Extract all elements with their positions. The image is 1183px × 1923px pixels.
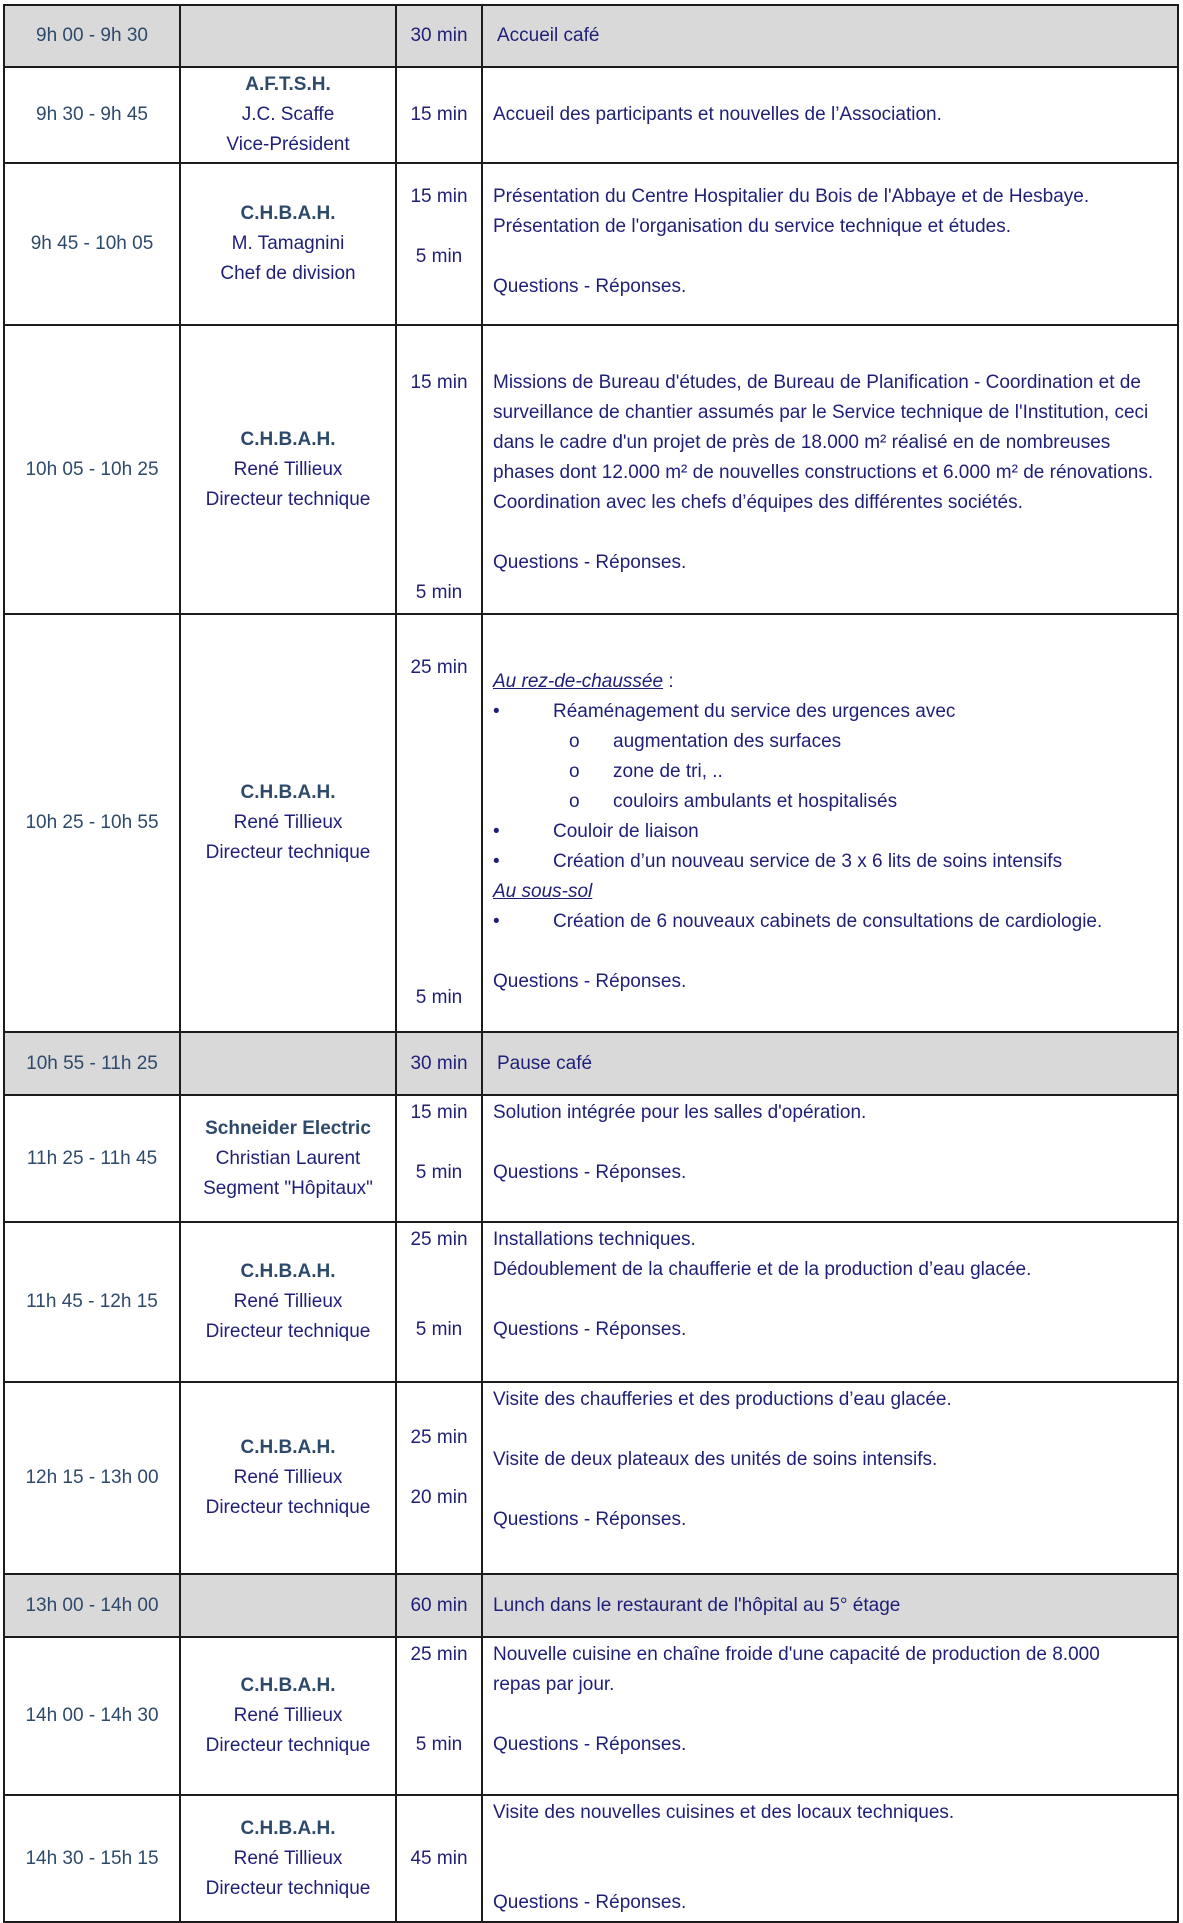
speaker-cell [180, 1032, 396, 1095]
speaker-org: C.H.B.A.H. [240, 1437, 336, 1458]
duration-cell [396, 1222, 482, 1382]
bullet-text: Création d’un nouveau service de 3 x 6 lits de soins intensifs [553, 851, 1063, 872]
duration-cell [396, 1095, 482, 1222]
description-line: Dédoublement de la chaufferie et de la production d’eau glacée. [493, 1259, 1032, 1280]
speaker-cell [180, 1095, 396, 1222]
description-cell: Accueil des participants et nouvelles de l’Association. [482, 67, 1178, 163]
description-line: Visite de deux plateaux des unités de soins intensifs. [493, 1449, 938, 1470]
bullet-text: Réaménagement du service des urgences avec [553, 701, 956, 722]
speaker-name: René Tillieux [233, 458, 343, 480]
table-row [4, 614, 1178, 1032]
table-row [4, 325, 1178, 614]
circle-bullet-icon: o [569, 791, 580, 812]
description-line: Visite des chaufferies et des productions d’eau glacée. [493, 1389, 952, 1410]
bullet-item [493, 697, 1169, 727]
table-row [4, 163, 1178, 325]
description-cell [482, 325, 1178, 614]
speaker-name: René Tillieux [233, 1467, 343, 1488]
speaker-role: Directeur technique [205, 1321, 371, 1342]
heading-ground-floor: Au rez-de-chaussée [493, 671, 664, 692]
speaker-name: M. Tamagnini [231, 233, 345, 254]
bullet-item [493, 817, 1169, 847]
duration-main: 25 min [410, 1427, 468, 1448]
section-heading [493, 667, 1169, 697]
questions-line: Questions - Réponses. [493, 971, 687, 992]
speaker-org: C.H.B.A.H. [240, 1817, 336, 1839]
time-cell: 9h 30 - 9h 45 [4, 67, 180, 163]
speaker-org: C.H.B.A.H. [240, 428, 336, 450]
heading-suffix: : [663, 671, 674, 692]
table-row [4, 1095, 1178, 1222]
speaker-name: J.C. Scaffe [241, 104, 335, 125]
duration-cell: 60 min [396, 1574, 482, 1637]
time-cell: 12h 15 - 13h 00 [4, 1382, 180, 1574]
duration-qa: 5 min [415, 1162, 463, 1183]
circle-bullet-icon: o [569, 731, 580, 752]
duration-qa: 5 min [415, 246, 463, 267]
speaker-cell [180, 325, 396, 614]
table-row [4, 1637, 1178, 1795]
duration-main: 25 min [410, 1644, 468, 1665]
bullet-icon: • [493, 821, 500, 842]
description-cell [482, 1382, 1178, 1574]
questions-line: Questions - Réponses. [493, 1319, 687, 1340]
speaker-name: Christian Laurent [215, 1147, 361, 1169]
questions-line: Questions - Réponses. [493, 1509, 687, 1530]
duration-cell [396, 1382, 482, 1574]
description-cell [482, 614, 1178, 1032]
description-line: Visite des nouvelles cuisines et des locaux techniques. [493, 1802, 955, 1823]
duration-main: 15 min [410, 1102, 468, 1123]
duration-cell [396, 163, 482, 325]
time-cell: 11h 45 - 12h 15 [4, 1222, 180, 1382]
speaker-role: Directeur technique [205, 1497, 371, 1518]
speaker-cell [180, 614, 396, 1032]
table-row [4, 1222, 1178, 1382]
speaker-role: Directeur technique [205, 842, 371, 863]
bullet-text: Couloir de liaison [553, 821, 699, 842]
duration-cell [396, 614, 482, 1032]
section-heading [493, 877, 1169, 907]
circle-bullet-icon: o [569, 761, 580, 782]
speaker-org: C.H.B.A.H. [240, 1675, 336, 1696]
speaker-name: René Tillieux [233, 1705, 343, 1726]
speaker-role: Vice-Président [226, 134, 350, 155]
speaker-org: C.H.B.A.H. [240, 203, 336, 224]
description-cell: Lunch dans le restaurant de l'hôpital au 5° étage [482, 1574, 1178, 1637]
description-line: Nouvelle cuisine en chaîne froide d'une capacité de production de 8.000 repas par jour. [493, 1644, 1100, 1695]
duration-qa: 5 min [415, 987, 463, 1008]
description-cell: Pause café [482, 1032, 1178, 1095]
speaker-cell [180, 1574, 396, 1637]
duration-main: 25 min [410, 657, 468, 678]
speaker-cell [180, 1795, 396, 1922]
duration-second: 20 min [410, 1487, 468, 1508]
table-row [4, 5, 1178, 67]
description-line: Coordination avec les chefs d’équipes des différentes sociétés. [493, 492, 1023, 513]
speaker-role: Directeur technique [205, 488, 371, 510]
duration-main: 25 min [410, 1229, 468, 1250]
time-cell: 10h 55 - 11h 25 [4, 1032, 180, 1095]
time-cell: 11h 25 - 11h 45 [4, 1095, 180, 1222]
bullet-text: Création de 6 nouveaux cabinets de consultations de cardiologie. [553, 911, 1103, 932]
duration-cell [396, 1637, 482, 1795]
table-row [4, 1382, 1178, 1574]
duration-cell [396, 325, 482, 614]
questions-line: Questions - Réponses. [493, 552, 687, 573]
description-cell [482, 1795, 1178, 1922]
bullet-icon: • [493, 911, 500, 932]
speaker-cell [180, 163, 396, 325]
speaker-cell [180, 1382, 396, 1574]
duration-qa: 5 min [415, 582, 463, 603]
duration-cell: 45 min [396, 1795, 482, 1922]
speaker-role: Directeur technique [205, 1735, 371, 1756]
time-cell: 14h 30 - 15h 15 [4, 1795, 180, 1922]
speaker-cell [180, 1637, 396, 1795]
duration-main: 15 min [410, 372, 468, 393]
time-cell: 14h 00 - 14h 30 [4, 1637, 180, 1795]
time-cell: 10h 25 - 10h 55 [4, 614, 180, 1032]
sub-bullet-text: augmentation des surfaces [613, 731, 842, 752]
bullet-item [493, 847, 1169, 877]
duration-qa: 5 min [415, 1319, 463, 1340]
description-line: Installations techniques. [493, 1229, 696, 1250]
description-line: Solution intégrée pour les salles d'opération. [493, 1102, 867, 1123]
speaker-role: Directeur technique [205, 1877, 371, 1899]
duration-cell: 30 min [396, 1032, 482, 1095]
speaker-name: René Tillieux [233, 812, 343, 833]
questions-line: Questions - Réponses. [493, 1162, 687, 1183]
speaker-name: René Tillieux [233, 1847, 343, 1869]
description-line: Présentation de l'organisation du service technique et études. [493, 216, 1012, 237]
questions-line: Questions - Réponses. [493, 1734, 687, 1755]
description-line: Présentation du Centre Hospitalier du Bois de l'Abbaye et de Hesbaye. [493, 186, 1090, 207]
description-cell: Accueil café [482, 5, 1178, 67]
speaker-role: Chef de division [220, 263, 356, 284]
speaker-name: René Tillieux [233, 1291, 343, 1312]
heading-basement: Au sous-sol [493, 881, 593, 902]
schedule-table [3, 4, 1179, 1923]
sub-bullet-item [493, 787, 1169, 817]
table-row [4, 1795, 1178, 1922]
sub-bullet-item [493, 757, 1169, 787]
duration-main: 15 min [410, 186, 468, 207]
description-cell [482, 1095, 1178, 1222]
duration-cell: 15 min [396, 67, 482, 163]
speaker-org: C.H.B.A.H. [240, 1261, 336, 1282]
sub-bullet-text: zone de tri, .. [613, 761, 723, 782]
table-row [4, 1574, 1178, 1637]
sub-bullet-text: couloirs ambulants et hospitalisés [613, 791, 898, 812]
time-cell: 13h 00 - 14h 00 [4, 1574, 180, 1637]
bullet-item [493, 907, 1169, 937]
speaker-org: C.H.B.A.H. [240, 782, 336, 803]
duration-cell: 30 min [396, 5, 482, 67]
time-cell: 10h 05 - 10h 25 [4, 325, 180, 614]
duration-qa: 5 min [415, 1734, 463, 1755]
sub-bullet-item [493, 727, 1169, 757]
description-cell [482, 163, 1178, 325]
questions-line: Questions - Réponses. [493, 1892, 687, 1913]
speaker-cell [180, 1222, 396, 1382]
description-paragraph: Missions de Bureau d'études, de Bureau de Planification - Coordination et de surveillance de chantier assumés par le Service technique de l'Institution, ceci dans le cadre d'un projet de près de 18.000 m² réalisé en de nombreuses phases dont 12.000 m² de nouvelles constructions et 6.000 m² de rénovations. [493, 372, 1154, 483]
speaker-org: Schneider Electric [205, 1117, 371, 1139]
description-cell [482, 1222, 1178, 1382]
table-row [4, 67, 1178, 163]
table-row [4, 1032, 1178, 1095]
speaker-role: Segment "Hôpitaux" [203, 1177, 373, 1199]
bullet-icon: • [493, 701, 500, 722]
time-cell: 9h 45 - 10h 05 [4, 163, 180, 325]
speaker-cell [180, 5, 396, 67]
description-cell [482, 1637, 1178, 1795]
questions-line: Questions - Réponses. [493, 276, 687, 297]
speaker-cell [180, 67, 396, 163]
time-cell: 9h 00 - 9h 30 [4, 5, 180, 67]
speaker-org: A.F.T.S.H. [245, 74, 331, 95]
bullet-icon: • [493, 851, 500, 872]
